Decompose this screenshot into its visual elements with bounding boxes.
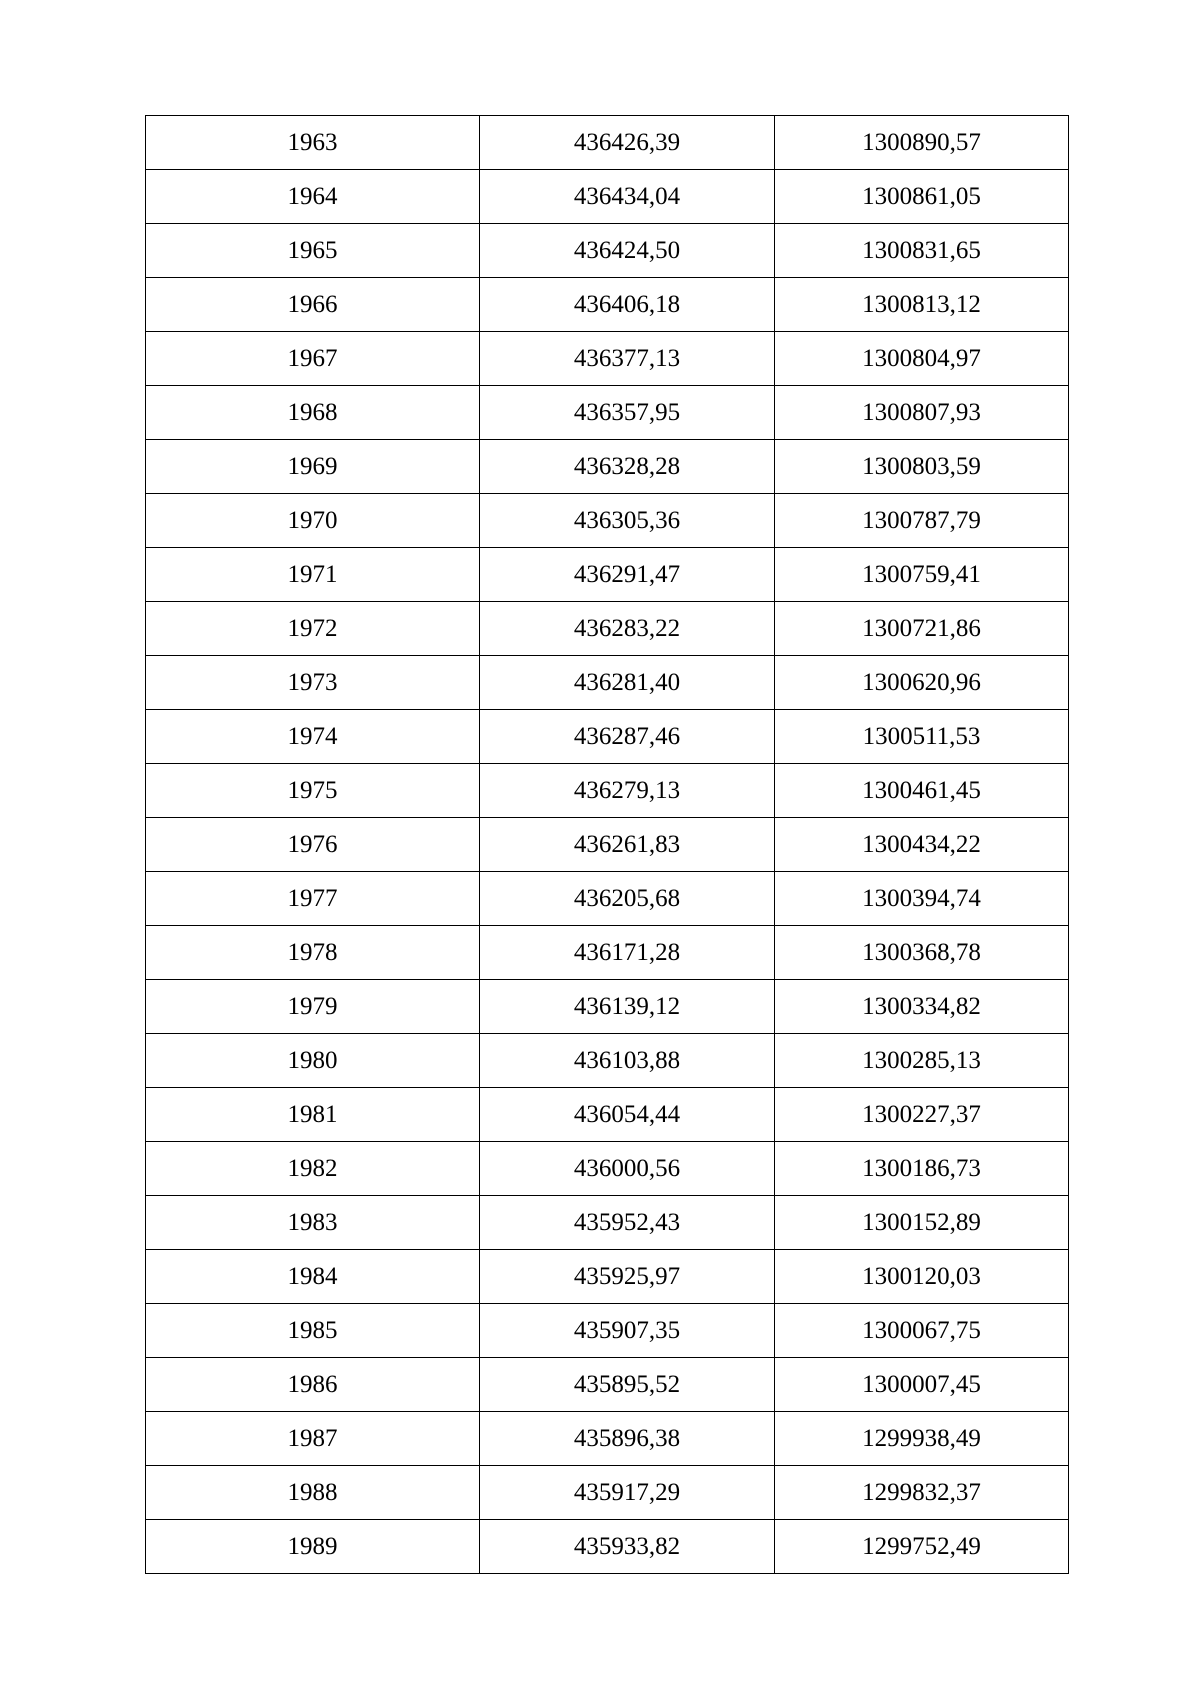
point-number-cell: 1982 <box>146 1142 480 1196</box>
table-row <box>146 494 1069 548</box>
x-coordinate-cell: 436434,04 <box>480 170 775 224</box>
y-coordinate-cell: 1300831,65 <box>775 224 1069 278</box>
table-row <box>146 872 1069 926</box>
y-coordinate-cell: 1300461,45 <box>775 764 1069 818</box>
x-coordinate-cell: 436426,39 <box>480 116 775 170</box>
y-coordinate-cell: 1300803,59 <box>775 440 1069 494</box>
x-coordinate-cell: 436103,88 <box>480 1034 775 1088</box>
x-coordinate-cell: 435925,97 <box>480 1250 775 1304</box>
x-coordinate-cell: 436000,56 <box>480 1142 775 1196</box>
x-coordinate-cell: 436283,22 <box>480 602 775 656</box>
y-coordinate-cell: 1300807,93 <box>775 386 1069 440</box>
point-number-cell: 1988 <box>146 1466 480 1520</box>
x-coordinate-cell: 436054,44 <box>480 1088 775 1142</box>
x-coordinate-cell: 436261,83 <box>480 818 775 872</box>
coordinates-table-body <box>146 116 1069 1574</box>
y-coordinate-cell: 1300721,86 <box>775 602 1069 656</box>
point-number-cell: 1973 <box>146 656 480 710</box>
point-number-cell: 1968 <box>146 386 480 440</box>
point-number-cell: 1971 <box>146 548 480 602</box>
y-coordinate-cell: 1300394,74 <box>775 872 1069 926</box>
point-number-cell: 1977 <box>146 872 480 926</box>
point-number-cell: 1987 <box>146 1412 480 1466</box>
point-number-cell: 1964 <box>146 170 480 224</box>
table-row <box>146 710 1069 764</box>
point-number-cell: 1983 <box>146 1196 480 1250</box>
table-row <box>146 332 1069 386</box>
y-coordinate-cell: 1300007,45 <box>775 1358 1069 1412</box>
y-coordinate-cell: 1299832,37 <box>775 1466 1069 1520</box>
y-coordinate-cell: 1299938,49 <box>775 1412 1069 1466</box>
point-number-cell: 1970 <box>146 494 480 548</box>
y-coordinate-cell: 1300813,12 <box>775 278 1069 332</box>
x-coordinate-cell: 436139,12 <box>480 980 775 1034</box>
table-row <box>146 1196 1069 1250</box>
x-coordinate-cell: 436357,95 <box>480 386 775 440</box>
table-row <box>146 818 1069 872</box>
point-number-cell: 1966 <box>146 278 480 332</box>
point-number-cell: 1974 <box>146 710 480 764</box>
table-row <box>146 1088 1069 1142</box>
table-row <box>146 1466 1069 1520</box>
table-row <box>146 1250 1069 1304</box>
point-number-cell: 1978 <box>146 926 480 980</box>
point-number-cell: 1976 <box>146 818 480 872</box>
table-row <box>146 1358 1069 1412</box>
x-coordinate-cell: 435907,35 <box>480 1304 775 1358</box>
point-number-cell: 1975 <box>146 764 480 818</box>
x-coordinate-cell: 436205,68 <box>480 872 775 926</box>
point-number-cell: 1986 <box>146 1358 480 1412</box>
y-coordinate-cell: 1300120,03 <box>775 1250 1069 1304</box>
x-coordinate-cell: 435933,82 <box>480 1520 775 1574</box>
table-row <box>146 1412 1069 1466</box>
point-number-cell: 1989 <box>146 1520 480 1574</box>
x-coordinate-cell: 436424,50 <box>480 224 775 278</box>
table-row <box>146 1304 1069 1358</box>
y-coordinate-cell: 1300186,73 <box>775 1142 1069 1196</box>
x-coordinate-cell: 436281,40 <box>480 656 775 710</box>
table-row <box>146 116 1069 170</box>
y-coordinate-cell: 1300334,82 <box>775 980 1069 1034</box>
y-coordinate-cell: 1300620,96 <box>775 656 1069 710</box>
table-row <box>146 602 1069 656</box>
table-row <box>146 1520 1069 1574</box>
point-number-cell: 1980 <box>146 1034 480 1088</box>
x-coordinate-cell: 436305,36 <box>480 494 775 548</box>
x-coordinate-cell: 436328,28 <box>480 440 775 494</box>
table-row <box>146 1034 1069 1088</box>
y-coordinate-cell: 1300890,57 <box>775 116 1069 170</box>
point-number-cell: 1981 <box>146 1088 480 1142</box>
y-coordinate-cell: 1300434,22 <box>775 818 1069 872</box>
point-number-cell: 1967 <box>146 332 480 386</box>
table-row <box>146 386 1069 440</box>
table-row <box>146 764 1069 818</box>
point-number-cell: 1985 <box>146 1304 480 1358</box>
point-number-cell: 1963 <box>146 116 480 170</box>
y-coordinate-cell: 1300787,79 <box>775 494 1069 548</box>
y-coordinate-cell: 1299752,49 <box>775 1520 1069 1574</box>
table-row <box>146 170 1069 224</box>
y-coordinate-cell: 1300511,53 <box>775 710 1069 764</box>
coordinates-table <box>145 115 1069 1574</box>
y-coordinate-cell: 1300227,37 <box>775 1088 1069 1142</box>
y-coordinate-cell: 1300804,97 <box>775 332 1069 386</box>
x-coordinate-cell: 436377,13 <box>480 332 775 386</box>
x-coordinate-cell: 436406,18 <box>480 278 775 332</box>
table-row <box>146 548 1069 602</box>
x-coordinate-cell: 435952,43 <box>480 1196 775 1250</box>
table-row <box>146 926 1069 980</box>
x-coordinate-cell: 436171,28 <box>480 926 775 980</box>
y-coordinate-cell: 1300285,13 <box>775 1034 1069 1088</box>
y-coordinate-cell: 1300067,75 <box>775 1304 1069 1358</box>
y-coordinate-cell: 1300152,89 <box>775 1196 1069 1250</box>
point-number-cell: 1972 <box>146 602 480 656</box>
table-row <box>146 440 1069 494</box>
x-coordinate-cell: 435917,29 <box>480 1466 775 1520</box>
x-coordinate-cell: 436291,47 <box>480 548 775 602</box>
table-row <box>146 224 1069 278</box>
y-coordinate-cell: 1300759,41 <box>775 548 1069 602</box>
point-number-cell: 1969 <box>146 440 480 494</box>
x-coordinate-cell: 435896,38 <box>480 1412 775 1466</box>
x-coordinate-cell: 436287,46 <box>480 710 775 764</box>
y-coordinate-cell: 1300368,78 <box>775 926 1069 980</box>
x-coordinate-cell: 435895,52 <box>480 1358 775 1412</box>
table-row <box>146 278 1069 332</box>
y-coordinate-cell: 1300861,05 <box>775 170 1069 224</box>
x-coordinate-cell: 436279,13 <box>480 764 775 818</box>
point-number-cell: 1965 <box>146 224 480 278</box>
table-row <box>146 656 1069 710</box>
point-number-cell: 1984 <box>146 1250 480 1304</box>
table-row <box>146 1142 1069 1196</box>
point-number-cell: 1979 <box>146 980 480 1034</box>
table-row <box>146 980 1069 1034</box>
